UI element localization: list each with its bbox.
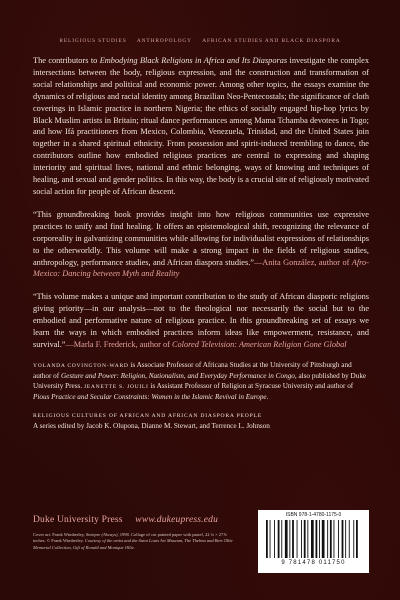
endorsement-1	[33, 209, 369, 280]
barcode-bar	[356, 520, 358, 558]
barcode-bar	[266, 520, 268, 558]
barcode-bar	[292, 520, 294, 558]
attribution-work: Afro-Mexico: Dancing between Myth and Reality	[33, 257, 369, 279]
barcode-bars	[266, 520, 361, 560]
credit-text: .	[133, 544, 135, 550]
attribution-work: Colored Television: American Religion Gone Global	[171, 339, 347, 349]
bio-book-title: Pious Practice and Secular Constraints: Women in the Islamic Revival in Europe	[33, 392, 267, 401]
subject-categories	[0, 38, 400, 44]
bio-text: is Assistant Professor of Religion at Syracuse University and author of	[148, 381, 354, 390]
book-description	[33, 55, 369, 198]
artwork-title: Siempre (Always)	[85, 532, 118, 537]
barcode-bar	[322, 520, 325, 558]
barcode-bar	[334, 520, 335, 558]
category-religious-studies: RELIGIOUS STUDIES	[59, 38, 127, 44]
description-lead: The contributors to	[33, 56, 100, 65]
category-african-studies: AFRICAN STUDIES AND BLACK DIASPORA	[202, 38, 341, 44]
cover-art-credit	[33, 532, 238, 551]
credit-text: Cover art: Frank Wimberley,	[33, 532, 86, 537]
series-title: RELIGIOUS CULTURES OF AFRICAN AND AFRICAN DIASPORA PEOPLE	[33, 413, 262, 420]
publisher-line	[33, 515, 218, 525]
endorsement-2	[33, 291, 369, 351]
isbn-barcode	[258, 510, 369, 573]
barcode-bar	[319, 520, 320, 558]
description-body: investigate the complex intersections between the body, religious expression, and the construction and transformation of social relationships and political and economic power. Among other topics, the essays examine the dynamics of religious and racial identity among Brazilian Neo-Pentecostals; the significance of cloth coverings in Islamic practice in northern Nigeria; the ethics of socially engaged hip-hop lyrics by Black Muslim artists in Britain; ritual dance performances among Mama Tchamba devotees in Togo; and how Ifá practitioners from Mexico, Colombia, Venezuela, Trinidad, and the United States join together in a shared spiritual ethnicity. From possession and spirit-induced trembling to dance, the contributors outline how embodied religious practices are central to expressing and shaping interiority and spiritual lives, national and ethnic belonging, ways of knowing and techniques of healing, and sexual and gender politics. In this way, the body is a crucial site of religiously motivated social action for people of African descent.	[33, 56, 370, 196]
barcode-bar	[327, 520, 328, 558]
bio-text: is Associate Professor of Africana Studies at the University of Pittsburgh and author of	[33, 360, 352, 380]
bio-text: .	[266, 392, 269, 401]
attribution-author: —Anita González, author of	[253, 257, 352, 267]
barcode-bar	[278, 520, 280, 558]
barcode-bar	[274, 520, 275, 558]
barcode-bar	[281, 520, 282, 558]
editor-bios	[33, 361, 369, 403]
endorsement-text: “This volume makes a unique and important contribution to the study of African diasporic religions giving priority—in our analysis—not to the theological nor necessarily the social but to the embodied and performative nature of religious practice. In this groundbreaking set of essays we learn the ways in which embodied practices inform ideas like empowerment, resistance, and survival.”	[33, 292, 369, 349]
barcode-bar	[289, 520, 290, 558]
isbn-label: ISBN 978-1-4780-1175-0	[285, 512, 342, 518]
barcode-bar	[338, 520, 339, 558]
barcode-bar	[330, 520, 332, 558]
attribution-author: —Marla F. Frederick, author of	[65, 339, 172, 349]
publisher-name: Duke University Press	[33, 515, 123, 525]
cover-text	[33, 55, 369, 430]
credit-text: , 1998. Collage of cut painted paper with pastel, 22 ¾ × 27⅞ inches. © Frank Wimberley.	[33, 532, 227, 544]
barcode-bar	[316, 520, 318, 558]
bio-text: , also published by Duke University Press.	[33, 371, 367, 390]
barcode-bar	[342, 520, 344, 558]
barcode-bar	[285, 520, 288, 558]
publisher-url: www.dukeupress.edu	[135, 515, 219, 525]
barcode-bar	[301, 520, 302, 558]
credit-collection: Courtesy of the artist and the Saint Louis Art Museum, The Thelma and Bert Ollie Memorial Collection, Gift of Ronald and Monique Ollie	[33, 538, 233, 550]
barcode-bar	[307, 520, 308, 558]
editor-name-1: YOLANDA COVINGTON-WARD	[33, 362, 129, 369]
barcode-bar	[353, 520, 354, 558]
barcode-bar	[311, 520, 314, 558]
bio-book-title: Gesture and Power: Religion, Nationalism, and Everyday Performance in Congo	[60, 371, 295, 380]
barcode-bar	[349, 520, 350, 558]
barcode-bar	[270, 520, 271, 558]
barcode-bar	[304, 520, 306, 558]
endorsement-text: “This groundbreaking book provides insight into how religious communities use expressive practices to unify and find healing. It offers an epistemological shift, recognizing the relevance of corporeality in galvanizing communities while allowing for individualist expressions of relationships to the otherworldly. This volume will make a strong impact in the fields of religious studies, anthropology, performance studies, and African diaspora studies.”	[33, 209, 369, 267]
series-editors: A series edited by Jacob K. Olupona, Dianne M. Stewart, and Terrence L. Johnson	[33, 422, 270, 431]
book-title: Embodying Black Religions in Africa and Its Diasporas	[99, 56, 288, 65]
category-anthropology: ANTHROPOLOGY	[136, 38, 192, 44]
barcode-bar	[345, 520, 346, 558]
barcode-digits: 9 781478 011750	[281, 560, 346, 566]
editor-name-2: JEANETTE S. JOUILI	[83, 383, 149, 390]
barcode-bar	[297, 520, 298, 558]
endorsement-attribution	[66, 340, 347, 349]
